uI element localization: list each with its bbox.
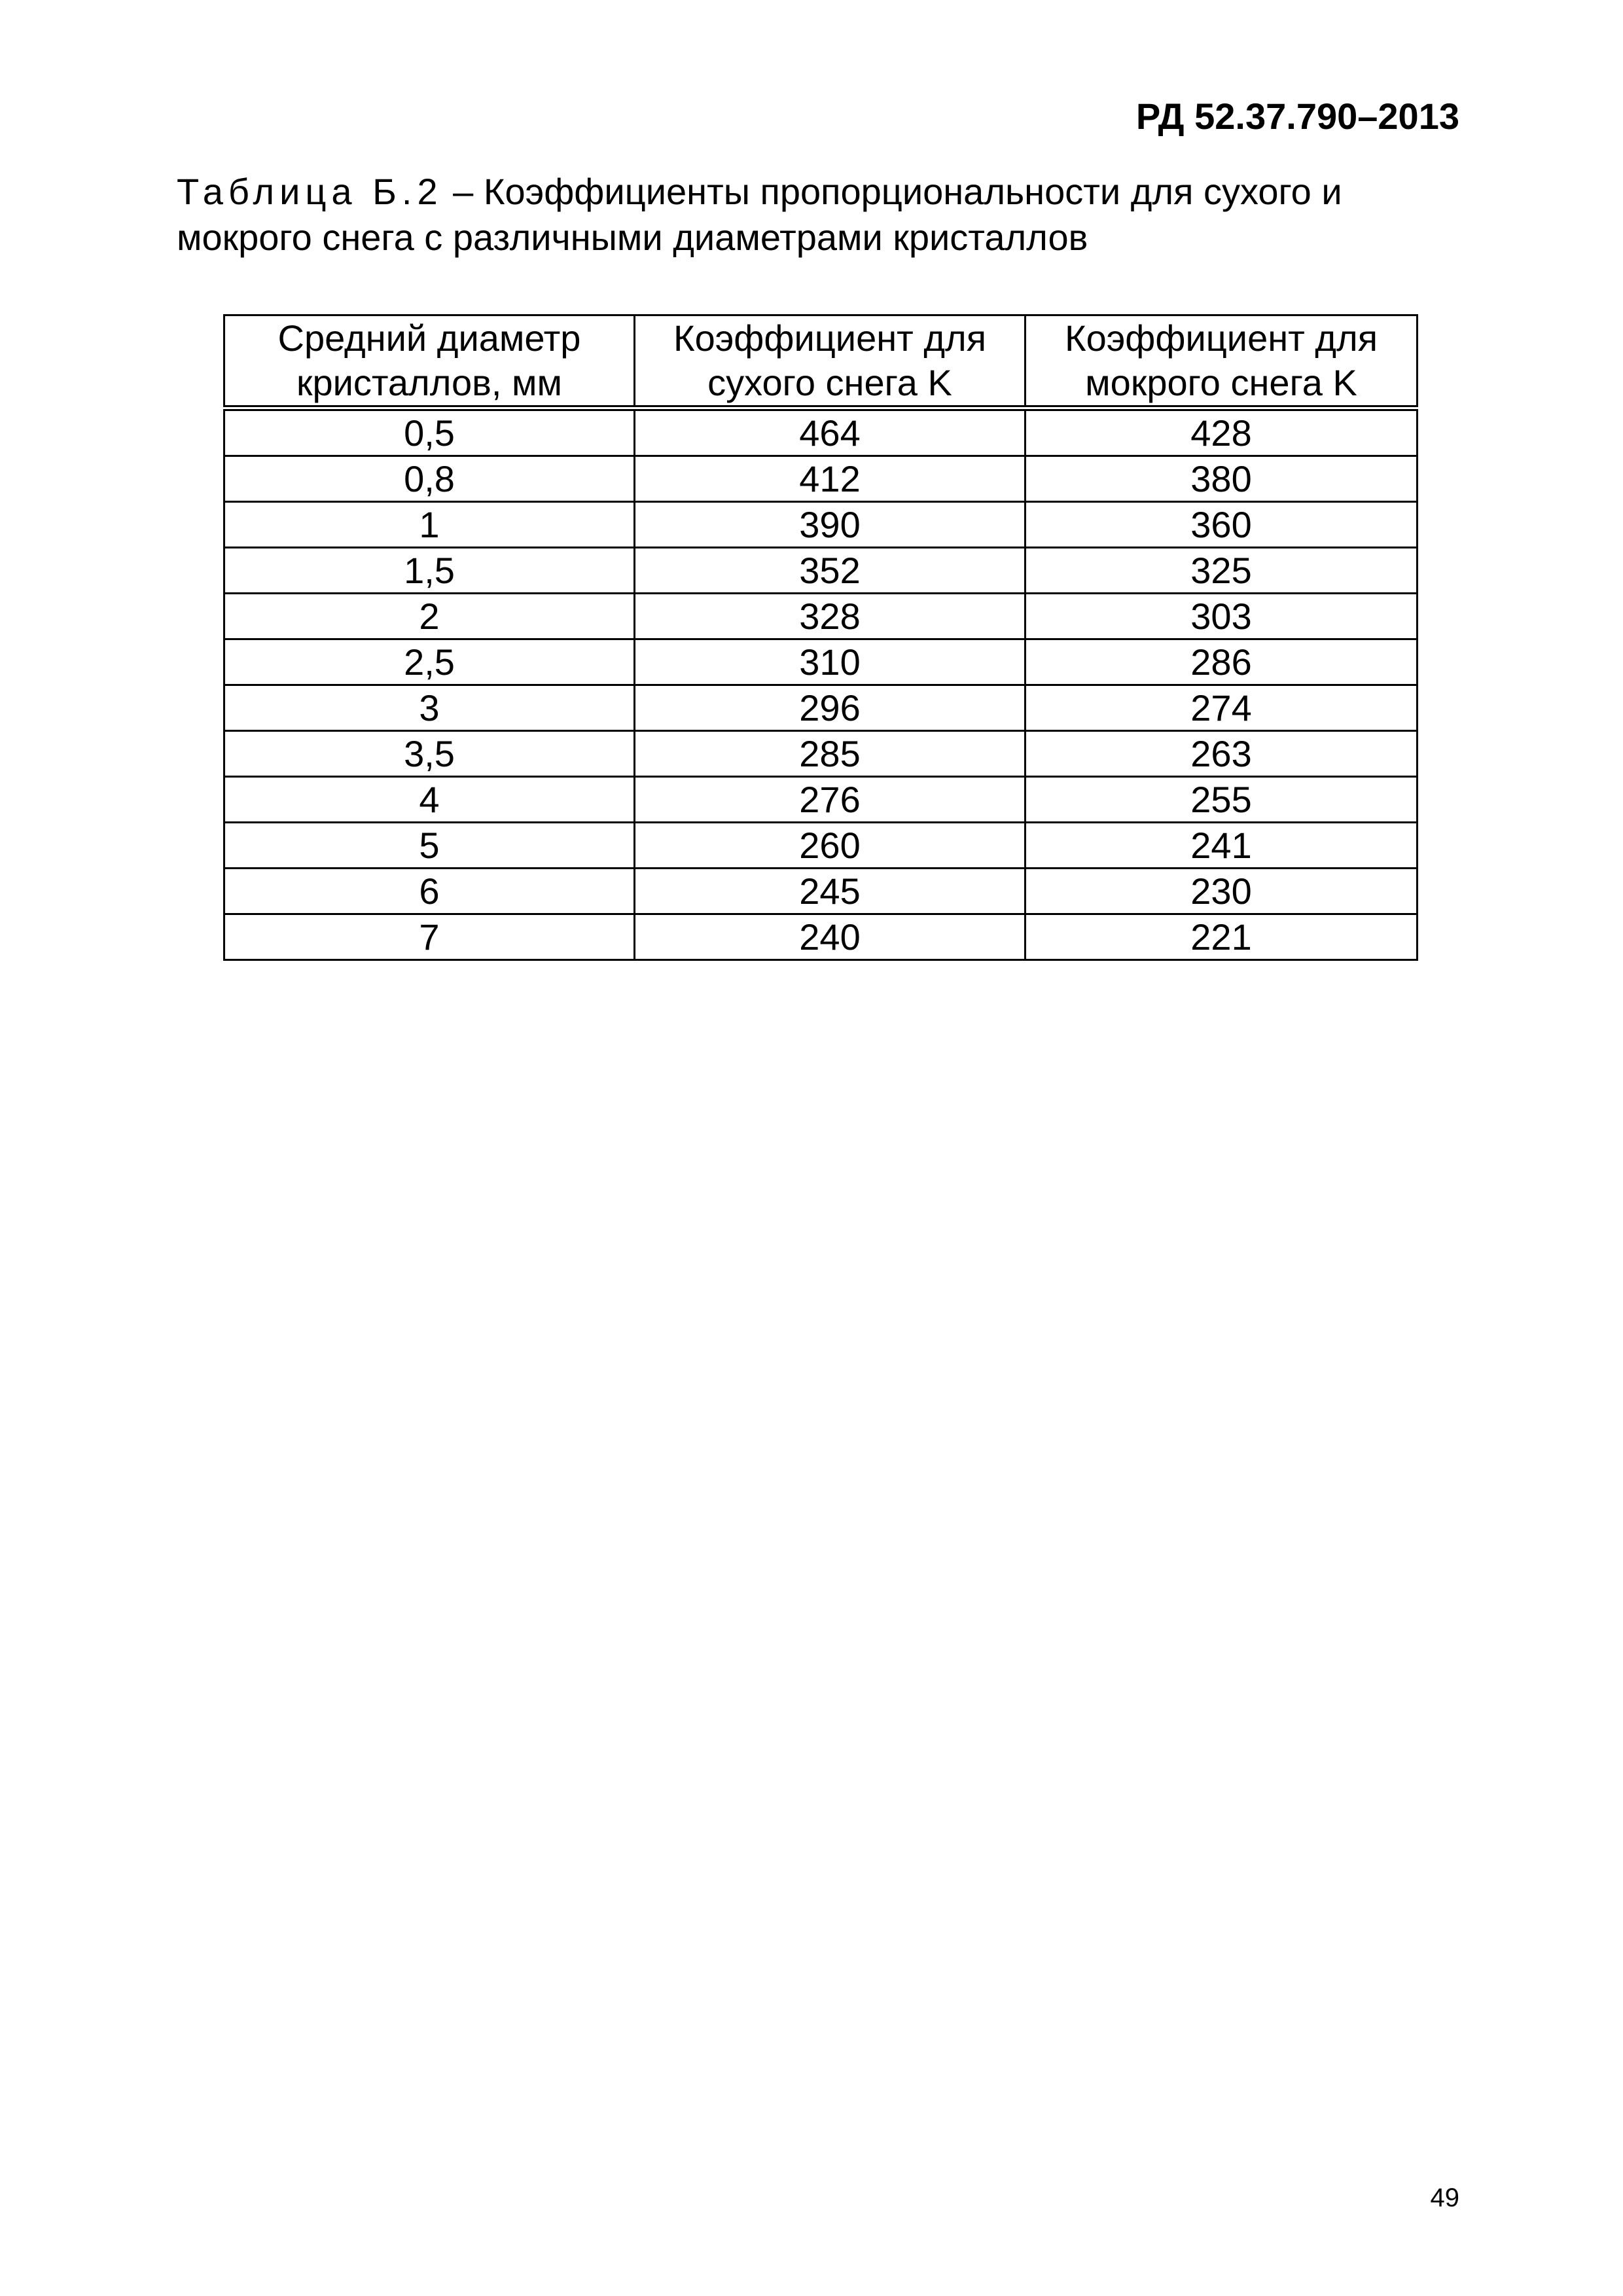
table-row: [224, 639, 1418, 685]
cell-dry-snow-k: 276: [635, 777, 1026, 823]
coefficients-table-wrapper: [223, 314, 1416, 961]
cell-diameter: 0,5: [224, 408, 635, 456]
cell-dry-snow-k: 296: [635, 685, 1026, 731]
cell-dry-snow-k: 352: [635, 548, 1026, 594]
cell-dry-snow-k: 412: [635, 456, 1026, 502]
cell-diameter: 1: [224, 502, 635, 548]
cell-diameter: 0,8: [224, 456, 635, 502]
table-row: [224, 456, 1418, 502]
cell-diameter: 4: [224, 777, 635, 823]
table-row: [224, 914, 1418, 960]
cell-diameter: 6: [224, 869, 635, 914]
cell-dry-snow-k: 328: [635, 594, 1026, 639]
table-caption: [177, 169, 1459, 260]
cell-wet-snow-k: 255: [1026, 777, 1418, 823]
cell-wet-snow-k: 263: [1026, 731, 1418, 777]
cell-dry-snow-k: 240: [635, 914, 1026, 960]
table-row: [224, 548, 1418, 594]
cell-dry-snow-k: 390: [635, 502, 1026, 548]
cell-wet-snow-k: 221: [1026, 914, 1418, 960]
table-row: [224, 502, 1418, 548]
cell-wet-snow-k: 325: [1026, 548, 1418, 594]
cell-diameter: 7: [224, 914, 635, 960]
table-header-row: [224, 315, 1418, 408]
table-row: [224, 594, 1418, 639]
cell-dry-snow-k: 464: [635, 408, 1026, 456]
cell-dry-snow-k: 260: [635, 823, 1026, 869]
column-header-dry-snow: Коэффициент для сухого снега K: [635, 315, 1026, 408]
column-header-wet-snow: Коэффициент для мокрого снега K: [1026, 315, 1418, 408]
coefficients-table: [223, 314, 1418, 961]
cell-wet-snow-k: 286: [1026, 639, 1418, 685]
table-row: [224, 823, 1418, 869]
cell-diameter: 2: [224, 594, 635, 639]
cell-dry-snow-k: 285: [635, 731, 1026, 777]
cell-diameter: 2,5: [224, 639, 635, 685]
cell-wet-snow-k: 380: [1026, 456, 1418, 502]
cell-wet-snow-k: 428: [1026, 408, 1418, 456]
cell-diameter: 1,5: [224, 548, 635, 594]
table-caption-text: Коэффициенты пропорциональности для сухого и мокрого снега с различными диаметрами кристаллов: [177, 171, 1342, 258]
cell-dry-snow-k: 245: [635, 869, 1026, 914]
table-body: [224, 408, 1418, 960]
table-caption-label: Таблица Б.2: [177, 171, 443, 212]
table-row: [224, 408, 1418, 456]
cell-dry-snow-k: 310: [635, 639, 1026, 685]
cell-wet-snow-k: 303: [1026, 594, 1418, 639]
cell-diameter: 3,5: [224, 731, 635, 777]
table-row: [224, 777, 1418, 823]
table-row: [224, 869, 1418, 914]
cell-wet-snow-k: 360: [1026, 502, 1418, 548]
cell-diameter: 5: [224, 823, 635, 869]
cell-wet-snow-k: 274: [1026, 685, 1418, 731]
table-header: [224, 315, 1418, 408]
page-number: 49: [1430, 2183, 1459, 2212]
cell-wet-snow-k: 241: [1026, 823, 1418, 869]
cell-wet-snow-k: 230: [1026, 869, 1418, 914]
table-row: [224, 731, 1418, 777]
table-caption-dash: –: [453, 171, 474, 212]
document-id: РД 52.37.790–2013: [1135, 96, 1459, 137]
column-header-diameter: Средний диаметр кристаллов, мм: [224, 315, 635, 408]
cell-diameter: 3: [224, 685, 635, 731]
table-row: [224, 685, 1418, 731]
